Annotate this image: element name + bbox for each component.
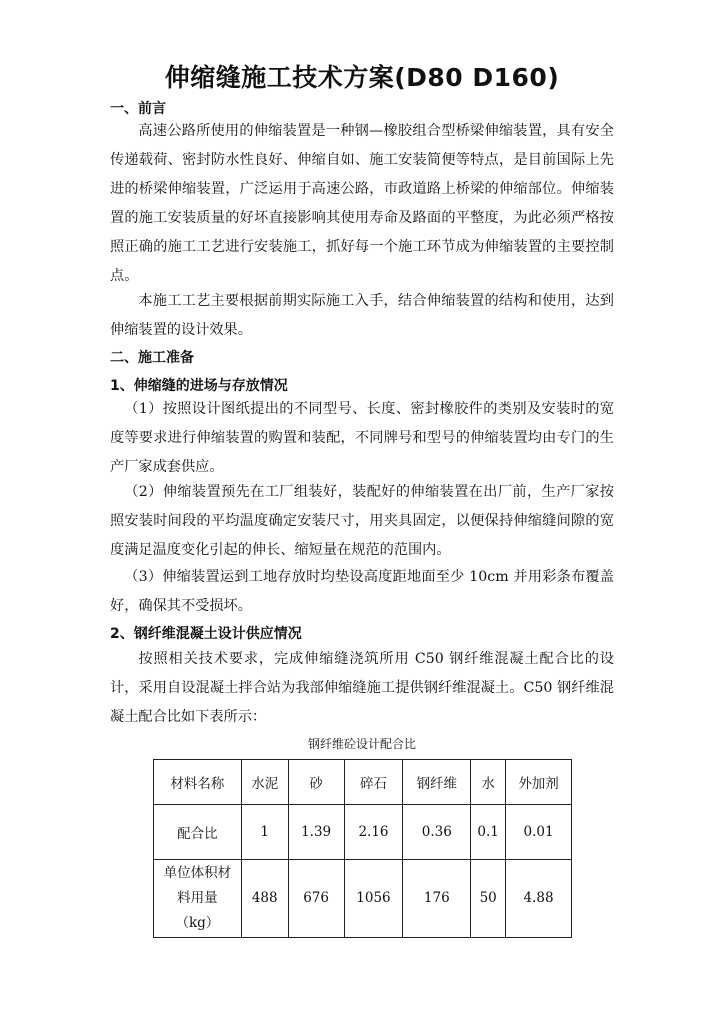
header-cell: 水泥 <box>241 760 288 805</box>
table-cell: 4.88 <box>506 860 572 938</box>
row-label-line: 料用量 <box>177 890 218 906</box>
storage-paragraph-3: （3）伸缩装置运到工地存放时均垫设高度距地面至少 10cm 并用彩条布覆盖好，确保其不受损坏。 <box>110 569 614 614</box>
subsection-heading-storage: 1、伸缩缝的进场与存放情况 <box>110 378 288 394</box>
table-cell: 1.39 <box>288 805 344 860</box>
table-cell: 488 <box>241 860 288 938</box>
table-cell: 2.16 <box>344 805 403 860</box>
document-title: 伸缩缝施工技术方案(D80 D160) <box>164 63 560 92</box>
header-cell: 砂 <box>288 760 344 805</box>
section-heading-preparation: 二、施工准备 <box>110 350 194 366</box>
row-label-line: 单位体积材 <box>163 865 232 881</box>
table-cell: 676 <box>288 860 344 938</box>
table-cell: 50 <box>471 860 506 938</box>
table-cell: 1056 <box>344 860 403 938</box>
row-label-line: （kg） <box>175 915 220 931</box>
table-caption: 钢纤维砼设计配合比 <box>307 737 416 751</box>
table-cell: 0.1 <box>471 805 506 860</box>
preface-paragraph-2: 本施工工艺主要根据前期实际施工入手，结合伸缩装置的结构和使用，达到伸缩装置的设计效果。 <box>110 293 614 338</box>
header-cell: 碎石 <box>344 760 403 805</box>
storage-paragraph-1: （1）按照设计图纸提出的不同型号、长度、密封橡胶件的类别及安装时的宽度等要求进行伸缩装置的购置和装配，不同牌号和型号的伸缩装置均由专门的生产厂家成套供应。 <box>110 401 614 475</box>
section-heading-preface: 一、前言 <box>110 101 166 117</box>
header-cell: 材料名称 <box>154 760 242 805</box>
table-cell: 配合比 <box>154 805 242 860</box>
table-cell: 0.01 <box>506 805 572 860</box>
header-cell: 水 <box>471 760 506 805</box>
table-row-unit-amount <box>154 860 572 938</box>
table-row-ratio <box>154 805 572 860</box>
table-cell: 1 <box>241 805 288 860</box>
subsection-heading-concrete: 2、钢纤维混凝土设计供应情况 <box>110 626 302 642</box>
header-cell: 外加剂 <box>506 760 572 805</box>
table-cell: 176 <box>403 860 471 938</box>
table-row-label <box>154 860 242 938</box>
concrete-paragraph: 按照相关技术要求，完成伸缩缝浇筑所用 C50 钢纤维混凝土配合比的设计，采用自设混凝土拌合站为我部伸缩缝施工提供钢纤维混凝土。C50 钢纤维混凝土配合比如下表所示： <box>110 651 614 725</box>
table-header-row <box>154 760 572 805</box>
preface-paragraph-1: 高速公路所使用的伸缩装置是一种钢—橡胶组合型桥梁伸缩装置，具有安全传递载荷、密封防水性良好、伸缩自如、施工安装简便等特点，是目前国际上先进的桥梁伸缩装置，广泛运用于高速公路，市政道路上桥梁的伸缩部位。伸缩装置的施工安装质量的好坏直接影响其使用寿命及路面的平整度，为此必须严格按照正确的施工工艺进行安装施工，抓好每一个施工环节成为伸缩装置的主要控制点。 <box>110 123 614 284</box>
mix-ratio-table <box>153 759 572 938</box>
table-cell: 0.36 <box>403 805 471 860</box>
header-cell: 钢纤维 <box>403 760 471 805</box>
storage-paragraph-2: （2）伸缩装置预先在工厂组装好，装配好的伸缩装置在出厂前，生产厂家按照安装时间段的平均温度确定安装尺寸，用夹具固定，以便保持伸缩缝间隙的宽度满足温度变化引起的伸长、缩短量在规范的范围内。 <box>110 484 614 558</box>
